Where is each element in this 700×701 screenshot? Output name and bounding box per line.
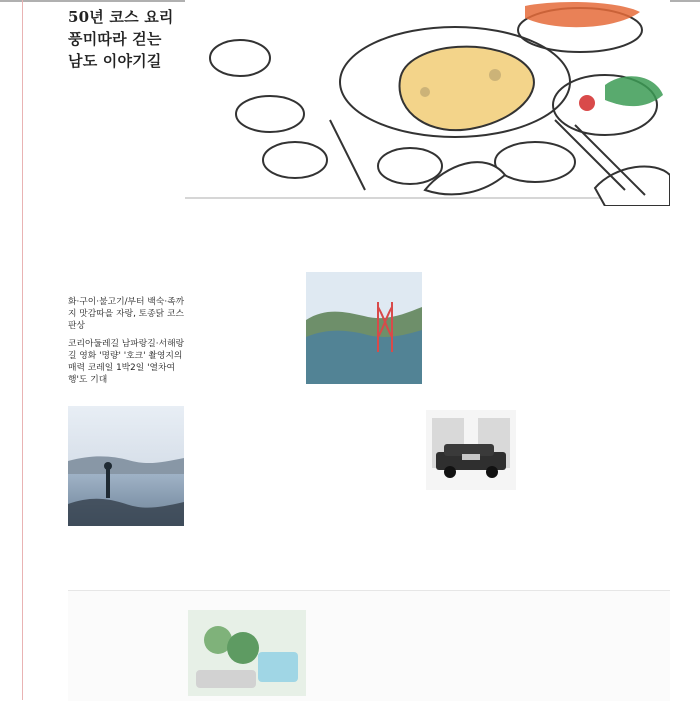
summary-bullet-1: 화·구이·불고기/부터 백숙·족까지 맛감따을 자랑, 토종닭 코스 판상 — [68, 297, 185, 331]
right-photo-svg — [426, 410, 516, 490]
summary-bullet-2: 코리아둘레길 남파랑길·서해랑길 영화 '명량' '호크' 촬영지의 매력 코레일 1박2일 '열차여행'도 기대 — [68, 339, 185, 385]
headline-line-1: 50년 코스 요리 — [68, 8, 174, 26]
article-column-right-bottom — [426, 506, 670, 586]
headline — [68, 6, 188, 82]
bottom-text-1 — [70, 608, 180, 698]
illustration-caption — [186, 210, 671, 250]
headline-line-3: 남도 이야기길 — [68, 52, 162, 70]
bottom-text-3 — [432, 608, 542, 698]
article-column-middle — [306, 406, 422, 586]
middle-photo — [306, 272, 422, 384]
middle-photo-svg — [306, 272, 422, 384]
left-photo — [68, 406, 184, 526]
bottom-photo-svg — [188, 610, 306, 696]
bottom-text-2 — [312, 608, 428, 698]
left-summary — [68, 296, 188, 392]
bottom-photo — [188, 610, 306, 696]
article-column-left — [186, 272, 318, 582]
bottom-text-4 — [552, 608, 670, 698]
right-photo — [426, 410, 516, 490]
article-column-right-top — [426, 272, 670, 392]
food-illustration-svg — [185, 0, 670, 206]
left-photo-svg — [68, 406, 184, 526]
food-illustration — [185, 0, 670, 206]
left-margin-line — [22, 0, 23, 700]
headline-line-2: 풍미따라 걷는 — [68, 30, 162, 48]
